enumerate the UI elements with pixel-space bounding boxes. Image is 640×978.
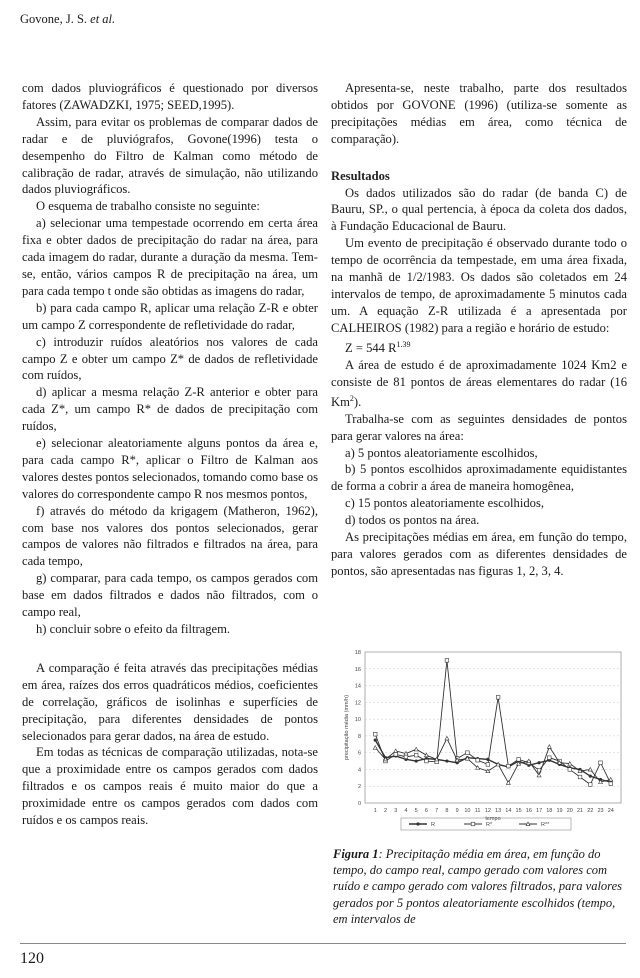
x-tick-label: 16 (525, 808, 532, 814)
x-tick-label: 19 (556, 808, 563, 814)
series-line-1 (375, 740, 611, 782)
x-tick-label: 23 (597, 808, 604, 814)
data-point (588, 783, 592, 787)
data-point (589, 775, 592, 778)
data-point (445, 736, 449, 740)
y-tick-label: 14 (354, 683, 361, 690)
y-axis-label: precipitação média (mm/h) (344, 694, 350, 761)
y-tick-label: 10 (354, 717, 361, 724)
data-point (373, 732, 377, 736)
data-point (445, 759, 448, 762)
footer-rule (20, 943, 626, 944)
data-point (609, 778, 613, 782)
paragraph: com dados pluviográficos é questionado por diversos fatores (ZAWADZKI, 1975; SEED,1995). (22, 81, 318, 112)
paragraph: Trabalha-se com as seguintes densidades de pontos para gerar valores na área: (331, 411, 627, 443)
x-tick-label: 6 (424, 808, 428, 814)
data-point (507, 764, 511, 768)
y-tick-label: 18 (354, 650, 361, 656)
paragraph: Os dados utilizados são do radar (de banda C) de Bauru, SP., o qual pertencia, à época da coleta dos dados, à Fundação Educacional de Bauru. (331, 185, 627, 234)
paragraph: Um evento de precipitação é observado durante todo o tempo de ocorrência da tempestade, em uma área fixada, na manhã de 1/2/1983. Os dados são coletados em 24 intervalos de tempo, de aproximadamente 5 minutos cada um. A equação Z-R utilizada é a apresentada por CALHEIROS (1982) para a região e horário de estudo: (331, 236, 627, 335)
y-tick-label: 8 (357, 733, 361, 740)
paragraph: A comparação é feita através das precipitações médias em área, raízes dos erros quadráticos médios, coeficientes de correlação, gráficos de isolinhas e superfícies de precipitação, para diferentes densidades de pontos selecionados para gerar dados, na área de estudo. (22, 660, 318, 743)
x-axis-label: tempo (485, 816, 501, 822)
paragraph: As precipitações médias em área, em função do tempo, para valores gerados com as diferentes densidades de pontos, são apresentadas nas figuras 1, 2, 3, 4. (331, 530, 627, 578)
data-point (374, 738, 377, 741)
data-point (373, 746, 377, 750)
area-text: A área de estudo é de aproximadamente 1024 Km2 e consiste de 81 pontos de áreas elementares do radar (16 Km (331, 357, 627, 409)
list-item: d) todos os pontos na área. (345, 513, 480, 528)
list-item: e) selecionar aleatoriamente alguns pontos da área e, para cada campo R*, aplicar o Filtro de Kalman aos valores destes pontos selecionados, tomando como base os valores do correspondente campo R nos mesmos pontos, (22, 436, 318, 501)
list-item: g) comparar, para cada tempo, os campos gerados com base em dados filtrados e dados não filtrados, com o campo real, (22, 571, 318, 620)
y-tick-label: 6 (357, 750, 361, 757)
data-point (568, 768, 572, 772)
data-point (414, 753, 418, 757)
x-tick-label: 18 (546, 808, 553, 814)
data-point (578, 775, 582, 779)
plot-frame (365, 652, 621, 803)
data-point (466, 751, 470, 755)
left-column (22, 80, 318, 829)
running-header (20, 12, 115, 27)
area-sup: 2 (349, 393, 354, 403)
data-point (548, 756, 552, 760)
data-point (537, 761, 540, 764)
paragraph: O esquema de trabalho consiste no seguinte: (36, 199, 260, 214)
list-item: a) selecionar uma tempestade ocorrendo em certa área fixa e obter dados de precipitação do radar na área, para cada imagem do radar, durante a duração da mesma. Tem-se, então, vários campos R de precipitação na área, um para cada tempo t onde são obtidas as imagens do radar, (22, 216, 318, 298)
x-tick-label: 3 (394, 808, 398, 814)
x-tick-label: 4 (404, 808, 408, 814)
x-tick-label: 2 (383, 808, 388, 814)
data-point (445, 659, 449, 663)
x-tick-label: 10 (464, 808, 471, 814)
caption-label: Figura 1 (333, 847, 379, 861)
x-tick-label: 12 (484, 808, 491, 814)
y-tick-label: 12 (354, 700, 361, 707)
x-tick-label: 20 (566, 808, 573, 814)
page-number: 120 (20, 950, 44, 967)
equation (331, 337, 627, 357)
list-item: c) introduzir ruídos aleatórios nos valores de cada campo Z e obter um campo Z* de dados de refletividade com ruídos, (22, 334, 318, 383)
data-point (599, 761, 603, 765)
data-point (394, 753, 398, 757)
y-tick-label: 2 (357, 784, 361, 791)
header-etal: et al. (90, 12, 116, 26)
data-point (394, 749, 398, 753)
x-tick-label: 13 (495, 808, 502, 814)
paragraph: Assim, para evitar os problemas de comparar dados de radar e de pluviógrafos, Govone(1996) testa o desempenho do Filtro de Kalman como método de calibração de radar, através de simulação, não utilizando dados pluviográficos. (22, 114, 318, 197)
data-point (547, 745, 551, 749)
list-item: b) para cada campo R, aplicar uma relação Z-R e obter um campo Z correspondente de refletividade do radar, (22, 300, 318, 332)
data-point (425, 759, 429, 763)
list-item: a) 5 pontos aleatoriamente escolhidos, (345, 445, 538, 460)
x-tick-label: 21 (576, 808, 584, 814)
x-tick-label: 1 (373, 808, 377, 814)
x-tick-label: 17 (536, 808, 543, 814)
x-tick-label: 15 (515, 808, 522, 814)
data-point (506, 781, 510, 785)
paragraph: Apresenta-se, neste trabalho, parte dos resultados obtidos por GOVONE (1996) (utiliza-se somente as precipitações médias em área, como técnica de comparação). (331, 81, 627, 146)
area-text-end: ). (353, 394, 362, 409)
equation-exponent: 1.39 (396, 339, 411, 349)
paragraph: Em todas as técnicas de comparação utilizadas, nota-se que a proximidade entre os campos gerados com dados filtrados e os campos reais é muito maior do que a proximidade entre os campos gerados com dados com ruídos e os campos reais. (22, 745, 318, 828)
y-tick-label: 4 (357, 767, 361, 774)
x-tick-label: 5 (414, 808, 418, 814)
legend-label: R* (486, 822, 493, 828)
figure-1-chart (339, 648, 629, 838)
list-item: h) concluir sobre o efeito da filtragem. (36, 622, 231, 636)
x-tick-label: 9 (455, 808, 459, 814)
list-item: c) 15 pontos aleatoriamente escolhidos, (345, 496, 544, 511)
legend-marker (416, 822, 419, 825)
legend-label: R** (541, 822, 550, 828)
x-tick-label: 8 (445, 808, 449, 814)
right-column (331, 80, 627, 580)
paragraph (331, 357, 627, 411)
data-point (415, 759, 418, 762)
x-tick-label: 7 (435, 808, 439, 814)
x-tick-label: 11 (474, 808, 481, 814)
section-title: Resultados (331, 168, 390, 183)
x-tick-label: 14 (505, 808, 512, 814)
data-point (517, 758, 521, 762)
data-point (609, 782, 613, 786)
legend-marker (471, 822, 475, 826)
series-line-2 (375, 660, 611, 784)
data-point (424, 753, 428, 757)
data-point (486, 763, 490, 767)
data-point (414, 747, 418, 751)
list-item: d) aplicar a mesma relação Z-R anterior e obter para cada Z*, um campo R* de dados de precipitação com ruídos, (22, 385, 318, 434)
caption-text: : Precipitação média em área, em função do tempo, do campo real, campo gerado com valores com ruído e campo gerado com valores filtrados, para valores gerados por 5 pontos aleatoriamente escolhidos (tempo, em intervalos de (333, 847, 622, 926)
legend-label: R (431, 822, 435, 828)
y-tick-label: 16 (354, 666, 361, 673)
data-point (496, 696, 500, 700)
x-tick-label: 22 (587, 808, 594, 814)
header-author: Govone, J. S. (20, 12, 88, 26)
list-item: f) através do método da krigagem (Matheron, 1962), com base nos valores dos pontos selecionados, gerar campos de valores não filtrados e filtrados na área, para cada tempo, (22, 503, 318, 569)
equation-base: Z = 544 R (345, 340, 397, 355)
x-tick-label: 24 (607, 808, 614, 814)
data-point (476, 758, 480, 762)
list-item: b) 5 pontos escolhidos aproximadamente equidistantes de forma a cobrir a área de maneira homogênea, (331, 462, 627, 494)
figure-caption (333, 846, 629, 927)
y-tick-label: 0 (357, 801, 361, 807)
data-point (404, 755, 408, 759)
